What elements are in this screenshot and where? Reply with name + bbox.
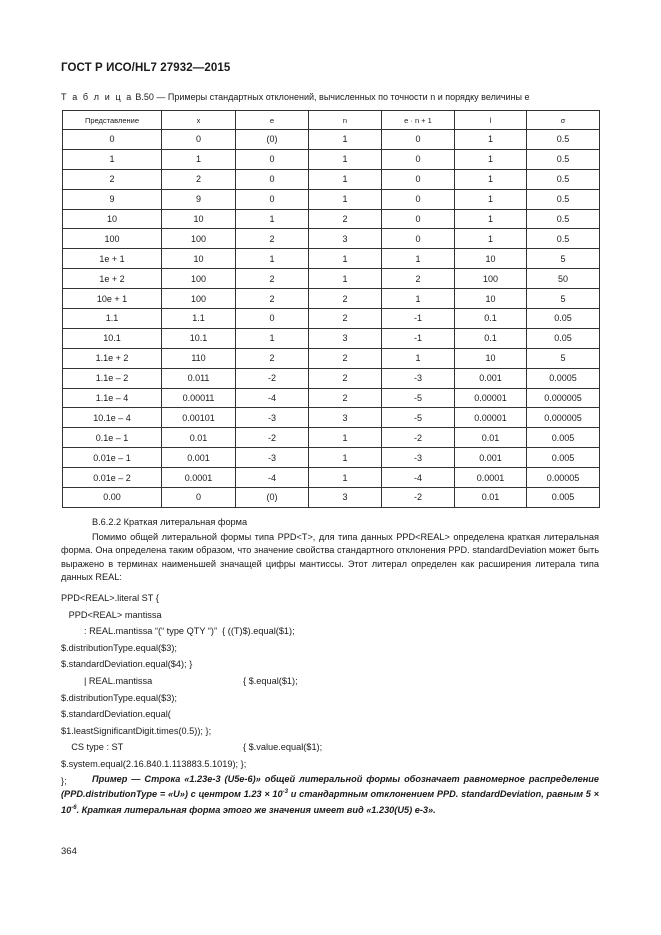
table-cell: 0.0001	[162, 468, 236, 488]
table-row	[63, 209, 600, 229]
table-cell: 0.001	[455, 368, 527, 388]
table-cell: 5	[527, 249, 600, 269]
table-cell: 100	[162, 269, 236, 289]
table-cell: 10	[162, 249, 236, 269]
table-cell: 3	[309, 408, 382, 428]
table-cell: 1	[382, 249, 455, 269]
table-cell: 1	[309, 468, 382, 488]
table-row	[63, 468, 600, 488]
table-cell: 0	[382, 169, 455, 189]
table-row	[63, 388, 600, 408]
table-cell: 0.00001	[455, 388, 527, 408]
table-cell: 5	[527, 348, 600, 368]
table-cell: 2	[382, 269, 455, 289]
table-cell: 0.00	[63, 488, 162, 508]
table-row	[63, 368, 600, 388]
table-cell: 2	[309, 368, 382, 388]
table-cell: 2	[236, 348, 309, 368]
table-cell: 0.5	[527, 169, 600, 189]
table-cell: 0.0001	[455, 468, 527, 488]
table-cell: 0	[63, 130, 162, 150]
table-cell: 2	[63, 169, 162, 189]
code-line	[61, 723, 295, 740]
table-cell: 1e + 1	[63, 249, 162, 269]
table-cell: 1	[455, 189, 527, 209]
table-cell: 0.5	[527, 130, 600, 150]
table-cell: 0.05	[527, 328, 600, 348]
code-action: { $.equal($1);	[243, 675, 298, 686]
table-cell: 1.1	[63, 309, 162, 329]
table-cell: 0.01e – 1	[63, 448, 162, 468]
code-line	[61, 756, 295, 773]
table-cell: 0	[382, 189, 455, 209]
table-row	[63, 328, 600, 348]
table-cell: 0.001	[455, 448, 527, 468]
table-cell: 100	[455, 269, 527, 289]
table-cell: 1	[236, 249, 309, 269]
table-cell: 1	[63, 149, 162, 169]
example-sup-2: -6	[71, 804, 77, 811]
table-cell: 1	[309, 269, 382, 289]
table-cell: 0.1	[455, 328, 527, 348]
table-row	[63, 130, 600, 150]
table-cell: 110	[162, 348, 236, 368]
table-cell: 1	[162, 149, 236, 169]
code-line	[61, 690, 295, 707]
column-header: l	[455, 111, 527, 130]
table-cell: 1.1e – 4	[63, 388, 162, 408]
table-cell: -3	[236, 448, 309, 468]
table-cell: 1	[309, 130, 382, 150]
table-cell: 3	[309, 328, 382, 348]
code-line	[61, 706, 295, 723]
table-cell: -3	[236, 408, 309, 428]
table-cell: 9	[162, 189, 236, 209]
code-line	[61, 640, 295, 657]
table-cell: 1.1e + 2	[63, 348, 162, 368]
table-cell: 1	[455, 130, 527, 150]
table-cell: 0.005	[527, 448, 600, 468]
table-cell: 1	[236, 209, 309, 229]
table-cell: 10	[455, 289, 527, 309]
table-cell: 1	[309, 189, 382, 209]
code-action: { $.value.equal($1);	[243, 742, 323, 753]
table-row	[63, 488, 600, 508]
table-cell: 50	[527, 269, 600, 289]
example-text-2: и стандартным отклонением PPD. standardDeviation, равным 5 × 10	[61, 789, 599, 815]
caption-prefix: Т а б л и ц а	[61, 92, 133, 102]
table-cell: 10e + 1	[63, 289, 162, 309]
table-cell: 1	[455, 229, 527, 249]
table-cell: 0.005	[527, 488, 600, 508]
code-text: PPD<REAL>.literal ST {	[61, 593, 159, 603]
code-text: $.system.equal(2.16.840.1.113883.5.1019); };	[61, 758, 247, 769]
table-cell: 0	[382, 130, 455, 150]
code-block	[61, 590, 323, 789]
code-line	[61, 607, 295, 624]
table-cell: -2	[236, 428, 309, 448]
table-cell: 5	[527, 289, 600, 309]
table-cell: 10	[455, 249, 527, 269]
table-cell: -4	[236, 388, 309, 408]
table-cell: 1e + 2	[63, 269, 162, 289]
table-cell: -4	[236, 468, 309, 488]
deviation-table	[62, 110, 600, 508]
code-text: $.distributionType.equal($3);	[61, 692, 177, 703]
column-header: Представление	[63, 111, 162, 130]
table-cell: 2	[309, 388, 382, 408]
table-cell: 2	[236, 269, 309, 289]
code-text: };	[61, 775, 67, 786]
code-text: CS type : ST	[61, 742, 124, 753]
table-cell: 0.1	[455, 309, 527, 329]
code-text: PPD<REAL> mantissa	[61, 609, 162, 620]
table-row	[63, 249, 600, 269]
table-cell: 0	[236, 189, 309, 209]
table-cell: 10.1e – 4	[63, 408, 162, 428]
table-cell: 0	[236, 149, 309, 169]
table-cell: 1.1	[162, 309, 236, 329]
example-text-3: . Краткая литеральная форма этого же значения имеет вид «1.230(U5) e-3».	[76, 804, 436, 815]
table-cell: 1.1e – 2	[63, 368, 162, 388]
table-cell: 0.0005	[527, 368, 600, 388]
table-cell: -5	[382, 388, 455, 408]
table-cell: 0.5	[527, 209, 600, 229]
table-cell: 0.00011	[162, 388, 236, 408]
table-cell: 0.5	[527, 229, 600, 249]
table-cell: 0.01	[162, 428, 236, 448]
table-cell: -4	[382, 468, 455, 488]
table-row	[63, 229, 600, 249]
table-cell: 2	[162, 169, 236, 189]
code-text: $.distributionType.equal($3);	[61, 642, 177, 653]
caption-text: В.50 — Примеры стандартных отклонений, вычисленных по точности n и порядку величины е	[132, 92, 530, 102]
table-row	[63, 269, 600, 289]
table-caption	[61, 92, 530, 102]
table-cell: 0	[382, 149, 455, 169]
table-cell: 0.5	[527, 149, 600, 169]
section-paragraph: Помимо общей литеральной формы типа PPD<T>, для типа данных PPD<REAL> определена краткая литеральная форма. Она определена таким образом, что значение свойства стандартного отклонения PPD. standardDeviation может быть выражено в терминах наименьшей значащей цифры мантиссы. Этот литерал определен как расширения литерала типа данных REAL:	[61, 532, 599, 582]
table-cell: -2	[382, 428, 455, 448]
table-cell: 2	[236, 289, 309, 309]
table-cell: 0	[236, 169, 309, 189]
column-header: e	[236, 111, 309, 130]
table-cell: 0	[382, 209, 455, 229]
table-cell: 0	[382, 229, 455, 249]
table-cell: 0.00005	[527, 468, 600, 488]
table-body	[63, 130, 600, 508]
table-cell: 1	[455, 169, 527, 189]
table-cell: 0.5	[527, 189, 600, 209]
table-row	[63, 169, 600, 189]
table-cell: 0.005	[527, 428, 600, 448]
table-cell: 100	[162, 229, 236, 249]
table-row	[63, 448, 600, 468]
section-heading: В.6.2.2 Краткая литеральная форма	[92, 517, 248, 527]
table-cell: (0)	[236, 130, 309, 150]
table-cell: 0.01	[455, 428, 527, 448]
table-cell: 1	[309, 149, 382, 169]
table-cell: -1	[382, 328, 455, 348]
table-cell: 10.1	[162, 328, 236, 348]
column-header: e · n + 1	[382, 111, 455, 130]
code-line	[61, 623, 295, 640]
code-text: | REAL.mantissa	[61, 675, 153, 686]
table-cell: 2	[309, 309, 382, 329]
table-cell: -5	[382, 408, 455, 428]
table-cell: -1	[382, 309, 455, 329]
table-cell: 10	[455, 348, 527, 368]
table-cell: -3	[382, 448, 455, 468]
table-cell: 100	[63, 229, 162, 249]
table-cell: 0	[162, 488, 236, 508]
column-header: x	[162, 111, 236, 130]
table-cell: 1	[382, 348, 455, 368]
table-cell: 1	[455, 149, 527, 169]
table-cell: 0.000005	[527, 408, 600, 428]
table-row	[63, 428, 600, 448]
table-cell: 2	[236, 229, 309, 249]
table-cell: 0.000005	[527, 388, 600, 408]
code-text: $1.leastSignificantDigit.times(0.5)); };	[61, 725, 212, 736]
table-cell: 2	[309, 289, 382, 309]
column-header: n	[309, 111, 382, 130]
table-cell: 0	[162, 130, 236, 150]
code-text: $.standardDeviation.equal($4); }	[61, 659, 193, 670]
table-row	[63, 348, 600, 368]
table-cell: 0.011	[162, 368, 236, 388]
code-line	[61, 673, 298, 690]
table-cell: 1	[236, 328, 309, 348]
table-cell: 1	[382, 289, 455, 309]
table-row	[63, 309, 600, 329]
table-cell: -2	[236, 368, 309, 388]
code-line	[61, 739, 323, 756]
table-cell: -3	[382, 368, 455, 388]
table-cell: 0.00101	[162, 408, 236, 428]
table-cell: 1	[309, 169, 382, 189]
table-cell: -2	[382, 488, 455, 508]
table-row	[63, 408, 600, 428]
code-text: : REAL.mantissa “(“ type QTY “)” { ((T)$).equal($1);	[61, 626, 295, 637]
table-row	[63, 189, 600, 209]
table-cell: 0.01e – 2	[63, 468, 162, 488]
table-cell: 0.001	[162, 448, 236, 468]
table-cell: 3	[309, 229, 382, 249]
table-cell: 1	[455, 209, 527, 229]
table-cell: 1	[309, 428, 382, 448]
table-cell: 0.05	[527, 309, 600, 329]
table-header-row	[63, 111, 600, 130]
table-cell: 0.00001	[455, 408, 527, 428]
page-header: ГОСТ Р ИСО/HL7 27932—2015	[61, 62, 231, 74]
table-cell: 9	[63, 189, 162, 209]
table-row	[63, 289, 600, 309]
code-line	[61, 656, 295, 673]
table-cell: 2	[309, 209, 382, 229]
table-cell: 10.1	[63, 328, 162, 348]
table-cell: 2	[309, 348, 382, 368]
table-cell: 1	[309, 448, 382, 468]
example-paragraph	[61, 773, 599, 817]
table-cell: 0.1e – 1	[63, 428, 162, 448]
example-sup-1: -3	[282, 789, 288, 796]
table-cell: 100	[162, 289, 236, 309]
table-row	[63, 149, 600, 169]
code-line	[61, 590, 295, 607]
table-cell: 0.01	[455, 488, 527, 508]
code-text: $.standardDeviation.equal(	[61, 709, 171, 720]
table-cell: 3	[309, 488, 382, 508]
example-text-1: Пример — Строка «1.23e-3 (U5e-6)» общей литеральной формы обозначает равномерное распределение (PPD.distributionType = «U») с центром 1.23 × 10	[61, 774, 599, 800]
table-cell: 10	[63, 209, 162, 229]
column-header: σ	[527, 111, 600, 130]
page-number: 364	[61, 846, 77, 857]
table-cell: 10	[162, 209, 236, 229]
table-cell: 1	[309, 249, 382, 269]
table-cell: (0)	[236, 488, 309, 508]
table-cell: 0	[236, 309, 309, 329]
